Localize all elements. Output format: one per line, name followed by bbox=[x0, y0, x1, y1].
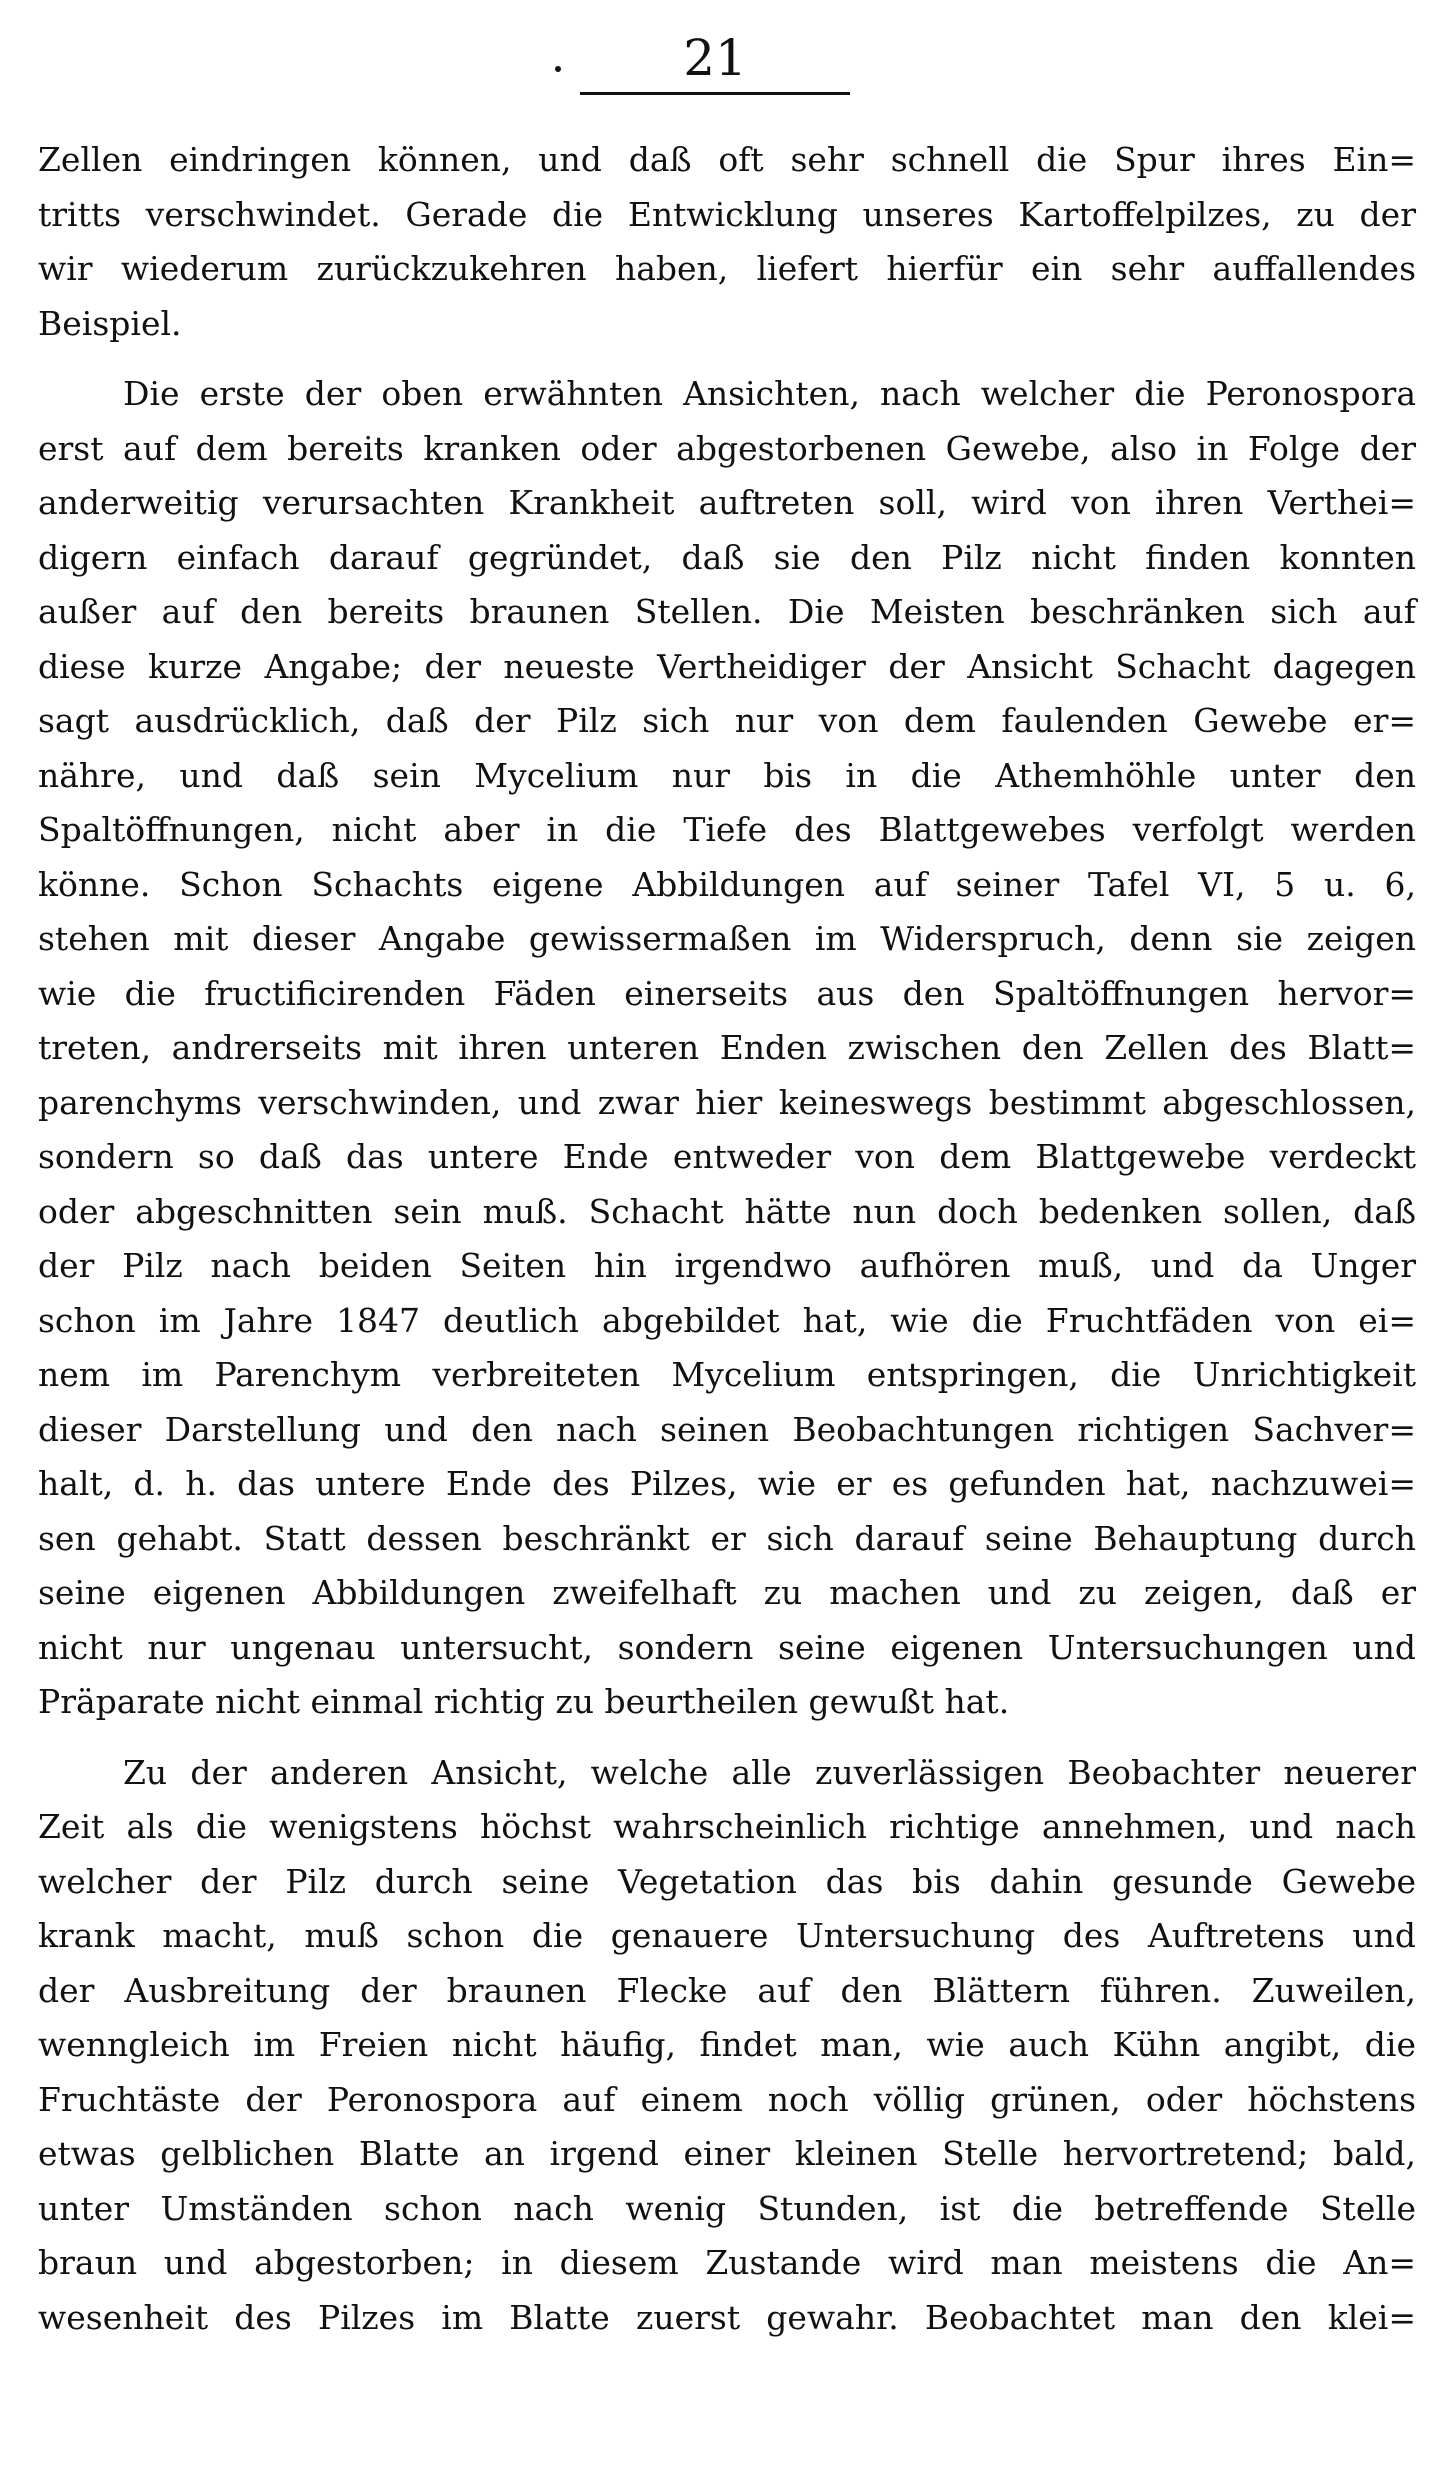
paragraph-gap bbox=[38, 351, 1416, 367]
body-text bbox=[38, 133, 1416, 2345]
text-line: sondern so daß das untere Ende entweder von dem Blattgewebe verdeckt bbox=[38, 1137, 1416, 1176]
print-speck bbox=[555, 66, 561, 72]
text-line: wenngleich im Freien nicht häufig, findet man, wie auch Kühn angibt, die bbox=[38, 2025, 1416, 2064]
text-line: erst auf dem bereits kranken oder abgestorbenen Gewebe, also in Folge der bbox=[38, 428, 1416, 468]
text-line: nicht nur ungenau untersucht, sondern seine eigenen Untersuchungen und bbox=[38, 1627, 1416, 1667]
text-line: stehen mit dieser Angabe gewissermaßen im Widerspruch, denn sie zeigen bbox=[38, 919, 1416, 958]
text-line: anderweitig verursachten Krankheit auftreten soll, wird von ihren Verthei= bbox=[38, 483, 1416, 522]
text-line: Spaltöffnungen, nicht aber in die Tiefe des Blattgewebes verfolgt werden bbox=[38, 810, 1416, 849]
text-line: außer auf den bereits braunen Stellen. Die Meisten beschränken sich auf bbox=[38, 592, 1416, 631]
text-line: Zeit als die wenigstens höchst wahrscheinlich richtige annehmen, und nach bbox=[38, 1807, 1416, 1846]
text-line: wie die fructificirenden Fäden einerseits aus den Spaltöffnungen hervor= bbox=[38, 973, 1416, 1013]
text-line: treten, andrerseits mit ihren unteren Enden zwischen den Zellen des Blatt= bbox=[38, 1028, 1416, 1067]
paragraph bbox=[38, 367, 1416, 1730]
text-line: parenchyms verschwinden, und zwar hier keineswegs bestimmt abgeschlossen, bbox=[38, 1082, 1416, 1122]
text-line: Die erste der oben erwähnten Ansichten, nach welcher die Peronospora bbox=[123, 374, 1416, 413]
text-line: schon im Jahre 1847 deutlich abgebildet hat, wie die Fruchtfäden von ei= bbox=[38, 1300, 1416, 1340]
text-line: Präparate nicht einmal richtig zu beurtheilen gewußt hat. bbox=[38, 1682, 1010, 1721]
text-line: Zu der anderen Ansicht, welche alle zuverlässigen Beobachter neuerer bbox=[123, 1752, 1416, 1792]
text-line: braun und abgestorben; in diesem Zustande wird man meistens die An= bbox=[38, 2243, 1416, 2282]
text-line: diese kurze Angabe; der neueste Vertheidiger der Ansicht Schacht dagegen bbox=[38, 646, 1416, 686]
text-line: wesenheit des Pilzes im Blatte zuerst gewahr. Beobachtet man den klei= bbox=[38, 2297, 1416, 2337]
text-line: tritts verschwindet. Gerade die Entwicklung unseres Kartoffelpilzes, zu der bbox=[38, 194, 1416, 234]
paragraph-gap bbox=[38, 1730, 1416, 1746]
text-line: seine eigenen Abbildungen zweifelhaft zu machen und zu zeigen, daß er bbox=[38, 1573, 1416, 1612]
paragraph bbox=[38, 1746, 1416, 2346]
text-line: Beispiel. bbox=[38, 303, 182, 343]
text-line: der Ausbreitung der braunen Flecke auf den Blättern führen. Zuweilen, bbox=[38, 1970, 1416, 2010]
text-line: oder abgeschnitten sein muß. Schacht hätte nun doch bedenken sollen, daß bbox=[38, 1191, 1416, 1231]
text-line: nem im Parenchym verbreiteten Mycelium entspringen, die Unrichtigkeit bbox=[38, 1355, 1416, 1394]
text-line: wir wiederum zurückzukehren haben, liefert hierfür ein sehr auffallendes bbox=[38, 249, 1416, 288]
text-line: etwas gelblichen Blatte an irgend einer kleinen Stelle hervortretend; bald, bbox=[38, 2134, 1416, 2173]
page-header bbox=[580, 28, 850, 95]
text-line: welcher der Pilz durch seine Vegetation das bis dahin gesunde Gewebe bbox=[38, 1861, 1416, 1901]
text-line: unter Umständen schon nach wenig Stunden, ist die betreffende Stelle bbox=[38, 2188, 1416, 2228]
text-line: könne. Schon Schachts eigene Abbildungen auf seiner Tafel VI, 5 u. 6, bbox=[38, 864, 1416, 904]
text-line: sen gehabt. Statt dessen beschränkt er sich darauf seine Behauptung durch bbox=[38, 1518, 1416, 1558]
text-line: Zellen eindringen können, und daß oft sehr schnell die Spur ihres Ein= bbox=[38, 140, 1416, 179]
text-line: dieser Darstellung und den nach seinen Beobachtungen richtigen Sachver= bbox=[38, 1409, 1416, 1449]
paragraph bbox=[38, 133, 1416, 351]
text-line: halt, d. h. das untere Ende des Pilzes, wie er es gefunden hat, nachzuwei= bbox=[38, 1464, 1416, 1503]
text-line: digern einfach darauf gegründet, daß sie den Pilz nicht finden konnten bbox=[38, 537, 1416, 577]
text-line: Fruchtäste der Peronospora auf einem noch völlig grünen, oder höchstens bbox=[38, 2079, 1416, 2119]
text-line: der Pilz nach beiden Seiten hin irgendwo aufhören muß, und da Unger bbox=[38, 1246, 1416, 1285]
text-line: krank macht, muß schon die genauere Untersuchung des Auftretens und bbox=[38, 1916, 1416, 1955]
header-rule bbox=[580, 92, 850, 95]
text-line: sagt ausdrücklich, daß der Pilz sich nur von dem faulenden Gewebe er= bbox=[38, 701, 1416, 740]
page-number: 21 bbox=[683, 29, 747, 87]
text-line: nähre, und daß sein Mycelium nur bis in die Athemhöhle unter den bbox=[38, 755, 1416, 795]
